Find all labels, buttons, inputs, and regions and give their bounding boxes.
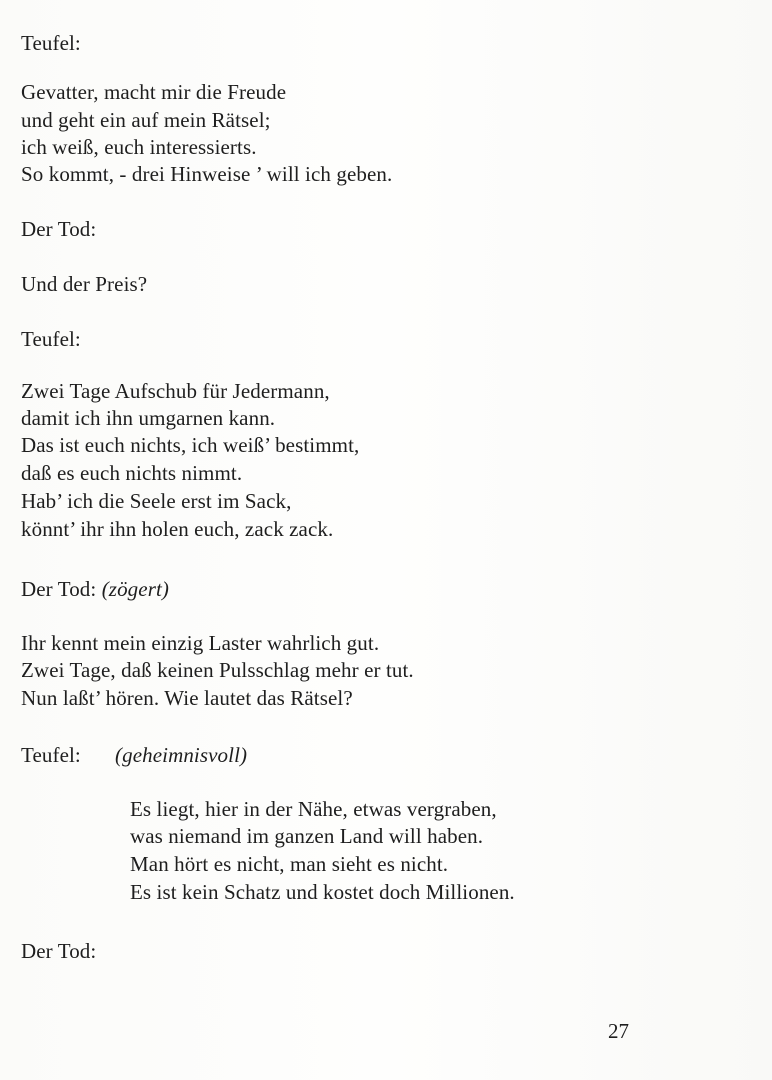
verse-line: Das ist euch nichts, ich weiß’ bestimmt, xyxy=(21,433,360,457)
verse-line: daß es euch nichts nimmt. xyxy=(21,461,243,485)
verse-line: Es liegt, hier in der Nähe, etwas vergraben, xyxy=(130,797,497,821)
speaker-label: Der Tod: xyxy=(21,577,97,601)
page-number: 27 xyxy=(608,1019,629,1043)
speaker-label: Der Tod: xyxy=(21,217,97,241)
speaker-label: Teufel: xyxy=(21,327,81,351)
speaker-label: Teufel: xyxy=(21,31,81,55)
verse-line: Zwei Tage, daß keinen Pulsschlag mehr er tut. xyxy=(21,658,414,682)
verse-line: und geht ein auf mein Rätsel; xyxy=(21,108,271,132)
verse-line: könnt’ ihr ihn holen euch, zack zack. xyxy=(21,517,334,541)
verse-line: Es ist kein Schatz und kostet doch Millionen. xyxy=(130,880,515,904)
speaker-label: Teufel: xyxy=(21,743,81,767)
verse-line: damit ich ihn umgarnen kann. xyxy=(21,406,276,430)
verse-line: Gevatter, macht mir die Freude xyxy=(21,80,287,104)
verse-line: Nun laßt’ hören. Wie lautet das Rätsel? xyxy=(21,686,353,710)
verse-line: was niemand im ganzen Land will haben. xyxy=(130,824,484,848)
verse-line: Ihr kennt mein einzig Laster wahrlich gut. xyxy=(21,631,380,655)
speaker-line xyxy=(21,576,169,602)
speaker-label: Der Tod: xyxy=(21,939,97,963)
stage-direction: (zögert) xyxy=(101,577,170,601)
verse-line: So kommt, - drei Hinweise ’ will ich geben. xyxy=(21,162,393,186)
verse-line: Hab’ ich die Seele erst im Sack, xyxy=(21,489,292,513)
speaker-line xyxy=(21,742,247,768)
verse-line: Und der Preis? xyxy=(21,272,148,296)
verse-line: Man hört es nicht, man sieht es nicht. xyxy=(130,852,449,876)
verse-line: ich weiß, euch interessierts. xyxy=(21,135,257,159)
verse-line: Zwei Tage Aufschub für Jedermann, xyxy=(21,379,330,403)
stage-direction: (geheimnisvoll) xyxy=(115,743,248,767)
